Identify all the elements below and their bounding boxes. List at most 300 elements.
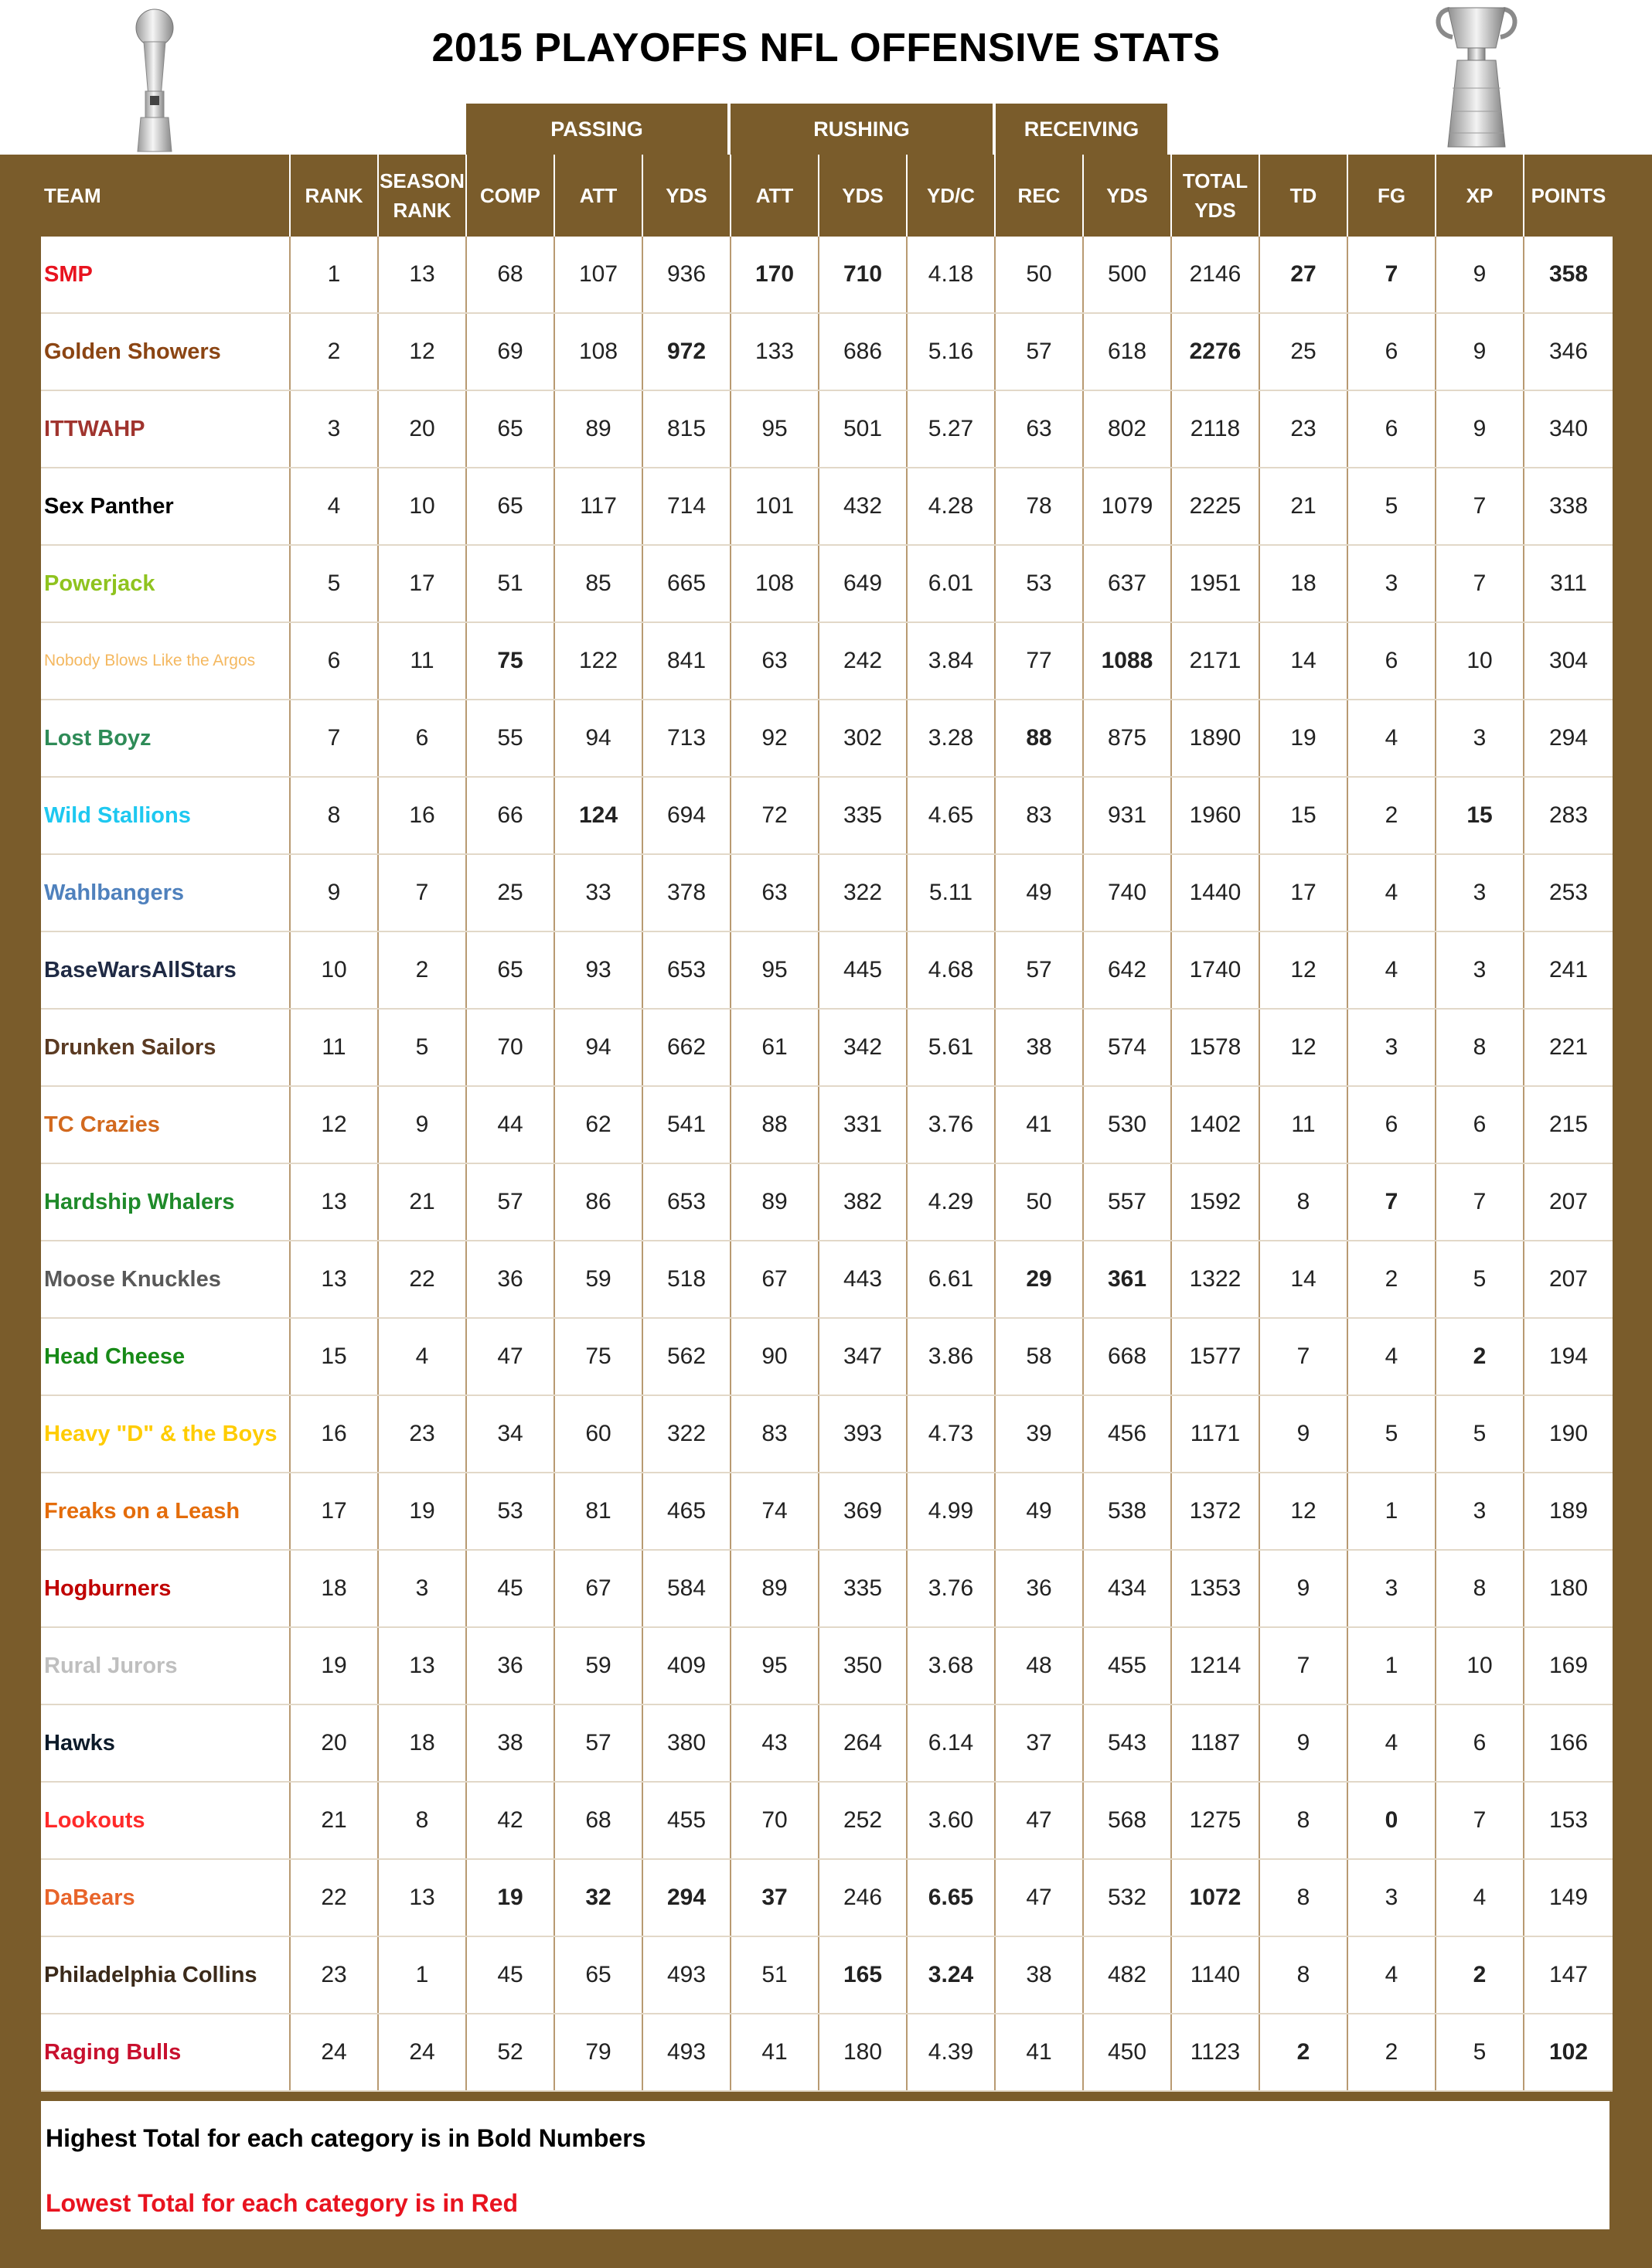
cell-pyds: 409 [642, 1627, 731, 1704]
cell-season: 8 [378, 1782, 466, 1859]
table-row [41, 1704, 1613, 1782]
cell-fg: 3 [1347, 545, 1436, 622]
team-name: SMP [41, 237, 290, 313]
cell-total: 1402 [1171, 1086, 1259, 1163]
cell-season: 9 [378, 1086, 466, 1163]
cell-season: 2 [378, 931, 466, 1009]
cell-rank: 12 [290, 1086, 378, 1163]
cell-rank: 7 [290, 700, 378, 777]
column-header-row [41, 155, 1613, 237]
cell-ryds: 443 [819, 1241, 907, 1318]
col-td: TD [1259, 155, 1347, 237]
cell-td: 9 [1259, 1704, 1347, 1782]
cell-pts: 253 [1524, 854, 1613, 931]
cell-xp: 3 [1436, 931, 1524, 1009]
col-yd-per-carry: YD/C [907, 155, 995, 237]
col-total-yds: TOTAL YDS [1171, 155, 1259, 237]
cell-ydc: 4.99 [907, 1473, 995, 1550]
cell-ratt: 89 [731, 1550, 819, 1627]
cell-pyds: 465 [642, 1473, 731, 1550]
table-row [41, 468, 1613, 545]
cell-rec: 57 [995, 931, 1083, 1009]
cell-ratt: 95 [731, 390, 819, 468]
cell-xp: 9 [1436, 237, 1524, 313]
cell-td: 17 [1259, 854, 1347, 931]
cell-ratt: 101 [731, 468, 819, 545]
cell-total: 1951 [1171, 545, 1259, 622]
cell-xp: 2 [1436, 1318, 1524, 1395]
cell-ryds: 246 [819, 1859, 907, 1936]
team-name: Lookouts [41, 1782, 290, 1859]
cell-pts: 153 [1524, 1782, 1613, 1859]
cell-ryds: 342 [819, 1009, 907, 1086]
cell-ryds: 165 [819, 1936, 907, 2014]
cell-xp: 7 [1436, 1163, 1524, 1241]
cell-patt: 124 [554, 777, 642, 854]
table-row [41, 700, 1613, 777]
cell-recyds: 532 [1083, 1859, 1171, 1936]
cell-xp: 7 [1436, 1782, 1524, 1859]
cell-pts: 180 [1524, 1550, 1613, 1627]
cell-fg: 4 [1347, 931, 1436, 1009]
table-row [41, 1782, 1613, 1859]
cell-pts: 189 [1524, 1473, 1613, 1550]
cell-recyds: 1079 [1083, 468, 1171, 545]
cell-xp: 15 [1436, 777, 1524, 854]
cell-pts: 304 [1524, 622, 1613, 700]
cell-total: 2146 [1171, 237, 1259, 313]
cell-rank: 13 [290, 1163, 378, 1241]
cell-pts: 241 [1524, 931, 1613, 1009]
cell-ratt: 72 [731, 777, 819, 854]
cell-pts: 294 [1524, 700, 1613, 777]
cell-xp: 3 [1436, 700, 1524, 777]
cell-ydc: 4.29 [907, 1163, 995, 1241]
table-row [41, 1163, 1613, 1241]
cell-recyds: 642 [1083, 931, 1171, 1009]
cell-ryds: 331 [819, 1086, 907, 1163]
cell-pyds: 493 [642, 1936, 731, 2014]
cell-total: 2171 [1171, 622, 1259, 700]
cell-td: 12 [1259, 1473, 1347, 1550]
cell-comp: 52 [466, 2014, 554, 2091]
cell-ratt: 83 [731, 1395, 819, 1473]
page-title: 2015 PLAYOFFS NFL OFFENSIVE STATS [431, 26, 1221, 70]
cell-pyds: 815 [642, 390, 731, 468]
cell-rank: 20 [290, 1704, 378, 1782]
team-name: Freaks on a Leash [41, 1473, 290, 1550]
cell-rec: 49 [995, 854, 1083, 931]
cell-ratt: 74 [731, 1473, 819, 1550]
cell-rec: 50 [995, 1163, 1083, 1241]
cell-fg: 2 [1347, 2014, 1436, 2091]
cell-pyds: 294 [642, 1859, 731, 1936]
cell-rec: 50 [995, 237, 1083, 313]
team-name: Powerjack [41, 545, 290, 622]
cell-pts: 340 [1524, 390, 1613, 468]
cell-rec: 39 [995, 1395, 1083, 1473]
cell-td: 25 [1259, 313, 1347, 390]
cell-season: 21 [378, 1163, 466, 1241]
cell-ryds: 649 [819, 545, 907, 622]
cell-recyds: 455 [1083, 1627, 1171, 1704]
cell-td: 12 [1259, 1009, 1347, 1086]
cell-total: 1960 [1171, 777, 1259, 854]
cell-season: 18 [378, 1704, 466, 1782]
cell-ratt: 61 [731, 1009, 819, 1086]
team-name: Nobody Blows Like the Argos [41, 622, 290, 700]
cell-td: 7 [1259, 1627, 1347, 1704]
team-name: ITTWAHP [41, 390, 290, 468]
cell-recyds: 875 [1083, 700, 1171, 777]
cell-fg: 4 [1347, 854, 1436, 931]
cell-rec: 38 [995, 1936, 1083, 2014]
cell-total: 1072 [1171, 1859, 1259, 1936]
legend-bold-note: Highest Total for each category is in Bold Numbers [46, 2124, 646, 2152]
cell-td: 8 [1259, 1782, 1347, 1859]
cell-season: 7 [378, 854, 466, 931]
cell-comp: 65 [466, 931, 554, 1009]
cell-comp: 42 [466, 1782, 554, 1859]
cell-season: 19 [378, 1473, 466, 1550]
cell-xp: 7 [1436, 545, 1524, 622]
cell-comp: 36 [466, 1627, 554, 1704]
cell-patt: 59 [554, 1241, 642, 1318]
col-rank: RANK [290, 155, 378, 237]
cell-rec: 49 [995, 1473, 1083, 1550]
col-rush-att: ATT [731, 155, 819, 237]
group-rushing-header: RUSHING [731, 104, 993, 155]
cell-recyds: 482 [1083, 1936, 1171, 2014]
cell-ryds: 432 [819, 468, 907, 545]
cell-fg: 6 [1347, 390, 1436, 468]
col-comp: COMP [466, 155, 554, 237]
team-name: DaBears [41, 1859, 290, 1936]
cell-fg: 6 [1347, 622, 1436, 700]
cell-td: 21 [1259, 468, 1347, 545]
cell-fg: 5 [1347, 1395, 1436, 1473]
cell-patt: 108 [554, 313, 642, 390]
cell-ryds: 501 [819, 390, 907, 468]
table-row [41, 2014, 1613, 2091]
cell-pts: 166 [1524, 1704, 1613, 1782]
cell-patt: 33 [554, 854, 642, 931]
col-pass-att: ATT [554, 155, 642, 237]
cell-pts: 207 [1524, 1163, 1613, 1241]
offensive-stats-table [41, 155, 1613, 2092]
cell-pts: 221 [1524, 1009, 1613, 1086]
cell-patt: 62 [554, 1086, 642, 1163]
cell-rank: 23 [290, 1936, 378, 2014]
cell-ryds: 242 [819, 622, 907, 700]
cell-ydc: 4.18 [907, 237, 995, 313]
cell-ratt: 89 [731, 1163, 819, 1241]
cell-ryds: 393 [819, 1395, 907, 1473]
cell-pts: 338 [1524, 468, 1613, 545]
cell-rank: 1 [290, 237, 378, 313]
cell-ryds: 710 [819, 237, 907, 313]
cell-recyds: 538 [1083, 1473, 1171, 1550]
team-name: Sex Panther [41, 468, 290, 545]
cell-rank: 22 [290, 1859, 378, 1936]
cell-pyds: 665 [642, 545, 731, 622]
col-points: POINTS [1524, 155, 1613, 237]
cell-recyds: 637 [1083, 545, 1171, 622]
cell-fg: 2 [1347, 1241, 1436, 1318]
cell-pyds: 380 [642, 1704, 731, 1782]
cell-rec: 41 [995, 1086, 1083, 1163]
cell-ratt: 37 [731, 1859, 819, 1936]
cell-comp: 55 [466, 700, 554, 777]
cell-total: 1592 [1171, 1163, 1259, 1241]
group-receiving-header: RECEIVING [996, 104, 1167, 155]
cell-td: 15 [1259, 777, 1347, 854]
table-row [41, 1086, 1613, 1163]
cell-rank: 18 [290, 1550, 378, 1627]
cell-total: 1578 [1171, 1009, 1259, 1086]
cell-total: 1171 [1171, 1395, 1259, 1473]
cell-td: 23 [1259, 390, 1347, 468]
cell-rec: 63 [995, 390, 1083, 468]
cell-ryds: 335 [819, 777, 907, 854]
cell-season: 4 [378, 1318, 466, 1395]
cell-ryds: 180 [819, 2014, 907, 2091]
cell-pyds: 378 [642, 854, 731, 931]
cell-xp: 5 [1436, 1395, 1524, 1473]
cell-ryds: 302 [819, 700, 907, 777]
cell-fg: 1 [1347, 1473, 1436, 1550]
cell-rec: 48 [995, 1627, 1083, 1704]
cell-td: 9 [1259, 1395, 1347, 1473]
cell-ryds: 264 [819, 1704, 907, 1782]
cell-ratt: 90 [731, 1318, 819, 1395]
team-name: Wahlbangers [41, 854, 290, 931]
cell-rank: 24 [290, 2014, 378, 2091]
cell-rank: 2 [290, 313, 378, 390]
cell-pts: 194 [1524, 1318, 1613, 1395]
cell-fg: 3 [1347, 1859, 1436, 1936]
cell-xp: 5 [1436, 2014, 1524, 2091]
cell-patt: 67 [554, 1550, 642, 1627]
cell-td: 11 [1259, 1086, 1347, 1163]
cell-rec: 83 [995, 777, 1083, 854]
cell-rec: 37 [995, 1704, 1083, 1782]
cell-ryds: 335 [819, 1550, 907, 1627]
table-row [41, 1395, 1613, 1473]
cell-comp: 70 [466, 1009, 554, 1086]
cell-fg: 2 [1347, 777, 1436, 854]
col-rush-yds: YDS [819, 155, 907, 237]
cell-patt: 86 [554, 1163, 642, 1241]
cell-rank: 10 [290, 931, 378, 1009]
cell-recyds: 456 [1083, 1395, 1171, 1473]
cell-pyds: 662 [642, 1009, 731, 1086]
cell-fg: 3 [1347, 1550, 1436, 1627]
cell-recyds: 668 [1083, 1318, 1171, 1395]
cell-recyds: 802 [1083, 390, 1171, 468]
col-season-rank: SEASON RANK [378, 155, 466, 237]
cell-season: 12 [378, 313, 466, 390]
cell-rec: 29 [995, 1241, 1083, 1318]
cell-rec: 53 [995, 545, 1083, 622]
cell-pts: 102 [1524, 2014, 1613, 2091]
col-rec: REC [995, 155, 1083, 237]
team-name: Lost Boyz [41, 700, 290, 777]
team-name: BaseWarsAllStars [41, 931, 290, 1009]
cell-xp: 10 [1436, 622, 1524, 700]
cell-pyds: 493 [642, 2014, 731, 2091]
cell-total: 1275 [1171, 1782, 1259, 1859]
grey-cup-trophy-icon [1434, 3, 1519, 153]
cell-rank: 6 [290, 622, 378, 700]
cell-season: 22 [378, 1241, 466, 1318]
cell-fg: 7 [1347, 1163, 1436, 1241]
table-row [41, 1550, 1613, 1627]
cell-xp: 8 [1436, 1550, 1524, 1627]
legend-red-note: Lowest Total for each category is in Red [46, 2189, 519, 2217]
cell-xp: 7 [1436, 468, 1524, 545]
cell-total: 1140 [1171, 1936, 1259, 2014]
team-name: Moose Knuckles [41, 1241, 290, 1318]
cell-comp: 44 [466, 1086, 554, 1163]
cell-fg: 5 [1347, 468, 1436, 545]
cell-ydc: 3.24 [907, 1936, 995, 2014]
cell-pyds: 562 [642, 1318, 731, 1395]
cell-recyds: 1088 [1083, 622, 1171, 700]
cell-patt: 117 [554, 468, 642, 545]
cell-td: 8 [1259, 1859, 1347, 1936]
cell-rec: 36 [995, 1550, 1083, 1627]
cell-ryds: 322 [819, 854, 907, 931]
cell-xp: 4 [1436, 1859, 1524, 1936]
cell-season: 17 [378, 545, 466, 622]
group-passing-header: PASSING [466, 104, 727, 155]
cell-ratt: 41 [731, 2014, 819, 2091]
cell-fg: 4 [1347, 700, 1436, 777]
cell-ratt: 63 [731, 854, 819, 931]
cell-ydc: 3.60 [907, 1782, 995, 1859]
team-name: Wild Stallions [41, 777, 290, 854]
cell-ratt: 70 [731, 1782, 819, 1859]
cell-pyds: 694 [642, 777, 731, 854]
cell-xp: 6 [1436, 1086, 1524, 1163]
cell-comp: 19 [466, 1859, 554, 1936]
team-name: Heavy "D" & the Boys [41, 1395, 290, 1473]
cell-season: 13 [378, 237, 466, 313]
cell-patt: 79 [554, 2014, 642, 2091]
team-name: Golden Showers [41, 313, 290, 390]
team-name: Head Cheese [41, 1318, 290, 1395]
team-name: Philadelphia Collins [41, 1936, 290, 2014]
cell-recyds: 931 [1083, 777, 1171, 854]
cell-total: 2276 [1171, 313, 1259, 390]
cell-patt: 85 [554, 545, 642, 622]
cell-ydc: 5.61 [907, 1009, 995, 1086]
team-name: Hawks [41, 1704, 290, 1782]
cell-ydc: 6.65 [907, 1859, 995, 1936]
cell-td: 27 [1259, 237, 1347, 313]
cell-ryds: 369 [819, 1473, 907, 1550]
cell-season: 5 [378, 1009, 466, 1086]
table-row [41, 777, 1613, 854]
cell-pts: 311 [1524, 545, 1613, 622]
cell-xp: 10 [1436, 1627, 1524, 1704]
team-name: Hogburners [41, 1550, 290, 1627]
team-name: Hardship Whalers [41, 1163, 290, 1241]
cell-pyds: 518 [642, 1241, 731, 1318]
cell-ydc: 6.01 [907, 545, 995, 622]
cell-ratt: 95 [731, 931, 819, 1009]
cell-pyds: 653 [642, 1163, 731, 1241]
cell-total: 1890 [1171, 700, 1259, 777]
cell-pts: 283 [1524, 777, 1613, 854]
table-row [41, 622, 1613, 700]
cell-pyds: 714 [642, 468, 731, 545]
table-row [41, 1241, 1613, 1318]
cell-rank: 4 [290, 468, 378, 545]
cell-comp: 47 [466, 1318, 554, 1395]
team-name: Rural Jurors [41, 1627, 290, 1704]
cell-ydc: 6.14 [907, 1704, 995, 1782]
cell-comp: 75 [466, 622, 554, 700]
cell-pts: 149 [1524, 1859, 1613, 1936]
cell-comp: 69 [466, 313, 554, 390]
cell-ratt: 51 [731, 1936, 819, 2014]
cell-comp: 45 [466, 1936, 554, 2014]
super-bowl-trophy-icon [124, 5, 186, 155]
cell-pts: 215 [1524, 1086, 1613, 1163]
cell-ryds: 350 [819, 1627, 907, 1704]
cell-rank: 16 [290, 1395, 378, 1473]
cell-total: 1322 [1171, 1241, 1259, 1318]
cell-ratt: 43 [731, 1704, 819, 1782]
cell-patt: 32 [554, 1859, 642, 1936]
cell-season: 13 [378, 1859, 466, 1936]
cell-td: 12 [1259, 931, 1347, 1009]
cell-rank: 19 [290, 1627, 378, 1704]
cell-td: 2 [1259, 2014, 1347, 2091]
cell-fg: 6 [1347, 1086, 1436, 1163]
cell-recyds: 543 [1083, 1704, 1171, 1782]
cell-ydc: 3.84 [907, 622, 995, 700]
cell-pyds: 713 [642, 700, 731, 777]
cell-ratt: 95 [731, 1627, 819, 1704]
cell-total: 1187 [1171, 1704, 1259, 1782]
cell-pts: 147 [1524, 1936, 1613, 2014]
cell-td: 8 [1259, 1936, 1347, 2014]
table-row [41, 237, 1613, 313]
cell-season: 24 [378, 2014, 466, 2091]
cell-pyds: 455 [642, 1782, 731, 1859]
cell-xp: 2 [1436, 1936, 1524, 2014]
cell-comp: 66 [466, 777, 554, 854]
cell-rec: 58 [995, 1318, 1083, 1395]
cell-recyds: 500 [1083, 237, 1171, 313]
col-fg: FG [1347, 155, 1436, 237]
cell-ryds: 347 [819, 1318, 907, 1395]
cell-pts: 346 [1524, 313, 1613, 390]
cell-ydc: 4.39 [907, 2014, 995, 2091]
cell-patt: 75 [554, 1318, 642, 1395]
cell-td: 7 [1259, 1318, 1347, 1395]
table-row [41, 1473, 1613, 1550]
cell-td: 14 [1259, 622, 1347, 700]
cell-total: 1740 [1171, 931, 1259, 1009]
cell-td: 18 [1259, 545, 1347, 622]
cell-total: 1353 [1171, 1550, 1259, 1627]
cell-ydc: 3.68 [907, 1627, 995, 1704]
table-row [41, 390, 1613, 468]
